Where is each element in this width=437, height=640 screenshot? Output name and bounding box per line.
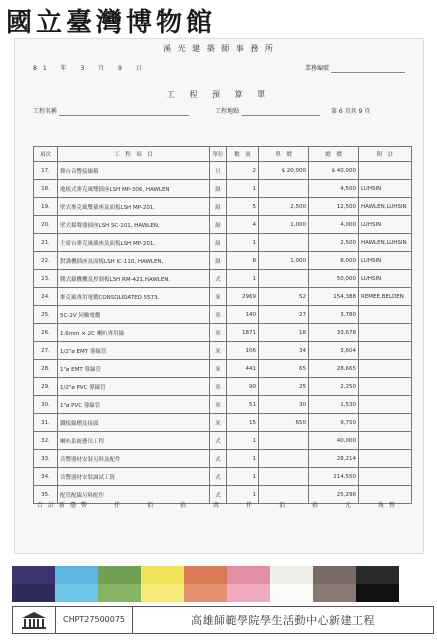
row-quantity: 51 (227, 396, 259, 414)
color-swatch (270, 566, 313, 602)
row-item-name: 喇叭系統懸吊工程 (58, 432, 210, 450)
swatch-bottom (356, 584, 399, 602)
row-unit: 米 (210, 414, 227, 432)
table-row (34, 342, 412, 360)
row-item-no: 25. (34, 306, 58, 324)
swatch-top (356, 566, 399, 584)
row-quantity: 1 (227, 468, 259, 486)
table-row (34, 270, 412, 288)
row-item-name: 舞台音響接線箱 (58, 162, 210, 180)
row-item-name: 1/2"ø EMT 導線管 (58, 342, 210, 360)
row-item-name: 配管配線另料配件 (58, 486, 210, 504)
row-item-no: 23. (34, 270, 58, 288)
grand-total-line: 合計新臺幣 仟 佰 拾 萬 仟 佰 拾 元 角整 (37, 502, 401, 509)
row-total-price: 28,665 (309, 360, 359, 378)
row-remarks: LUHSIN (359, 216, 412, 234)
row-item-name: 地板式麥克風雙插座LSH MP-306, HAWLEN (58, 180, 210, 198)
color-swatch (184, 566, 227, 602)
table-row (34, 180, 412, 198)
swatch-bottom (12, 584, 55, 602)
row-total-price: 8,000 (309, 252, 359, 270)
row-unit-price: 650 (259, 414, 309, 432)
row-item-no: 34. (34, 468, 58, 486)
row-quantity: 1 (227, 234, 259, 252)
table-row (34, 198, 412, 216)
row-unit: 式 (210, 468, 227, 486)
row-unit: 式 (210, 432, 227, 450)
row-unit-price: 1,000 (259, 216, 309, 234)
swatch-top (270, 566, 313, 584)
table-row (34, 252, 412, 270)
row-unit: 米 (210, 378, 227, 396)
row-total-price: 28,214 (309, 450, 359, 468)
row-total-price: 40,000 (309, 432, 359, 450)
row-quantity: 140 (227, 306, 259, 324)
document-title: 工 程 預 算 單 (166, 90, 272, 99)
swatch-top (141, 566, 184, 584)
row-unit-price: 1,000 (259, 252, 309, 270)
color-swatch (55, 566, 98, 602)
case-number-line (331, 72, 405, 73)
table-row (34, 306, 412, 324)
swatch-top (55, 566, 98, 584)
row-item-no: 27. (34, 342, 58, 360)
swatch-top (98, 566, 141, 584)
page-info: 第 6 頁共 9 頁 (331, 108, 371, 115)
color-swatch (98, 566, 141, 602)
row-quantity: 4 (227, 216, 259, 234)
row-quantity: 106 (227, 342, 259, 360)
row-total-price: 3,780 (309, 306, 359, 324)
row-item-name: 壁式揚聲器插座LSH SC-101, HAWLEN, (58, 216, 210, 234)
row-remarks (359, 432, 412, 450)
row-unit-price (259, 234, 309, 252)
row-unit-price (259, 180, 309, 198)
table-row (34, 468, 412, 486)
row-total-price: 154,388 (309, 288, 359, 306)
row-item-name: 主席台麥克風插座及面板LSH MP-201, (58, 234, 210, 252)
table-row (34, 216, 412, 234)
row-item-no: 19. (34, 198, 58, 216)
row-remarks: HAWLEN,LUHSIN (359, 234, 412, 252)
row-unit: 式 (210, 486, 227, 504)
case-number-label: 業務編號 (305, 65, 330, 72)
row-total-price: 12,500 (309, 198, 359, 216)
row-quantity: 2969 (227, 288, 259, 306)
row-item-name: 音響器材安裝調試工資 (58, 468, 210, 486)
row-unit: 米 (210, 306, 227, 324)
row-quantity: 1 (227, 270, 259, 288)
color-swatch (313, 566, 356, 602)
row-remarks (359, 324, 412, 342)
table-row (34, 360, 412, 378)
row-total-price: 3,604 (309, 342, 359, 360)
row-unit: 組 (210, 198, 227, 216)
row-unit: 只 (210, 162, 227, 180)
row-unit-price: 25 (259, 378, 309, 396)
row-total-price: 4,500 (309, 180, 359, 198)
project-name-line (59, 115, 189, 116)
row-unit-price: 65 (259, 360, 309, 378)
row-remarks (359, 162, 412, 180)
row-remarks: LUHSIN (359, 180, 412, 198)
row-unit: 式 (210, 450, 227, 468)
row-unit: 米 (210, 396, 227, 414)
project-location-line (242, 115, 320, 116)
table-row (34, 162, 412, 180)
row-remarks (359, 468, 412, 486)
table-row (34, 414, 412, 432)
header-item-no: 項次 (34, 147, 58, 162)
swatch-bottom (313, 584, 356, 602)
row-item-name: 麥克風專用電纜CONSOLIDATED 5573, (58, 288, 210, 306)
row-unit-price (259, 270, 309, 288)
table-row (34, 234, 412, 252)
row-remarks: HAWLEN,LUHSIN (359, 198, 412, 216)
row-remarks (359, 342, 412, 360)
header-quantity: 數 量 (227, 147, 259, 162)
row-quantity: 90 (227, 378, 259, 396)
table-row (34, 288, 412, 306)
table-row (34, 396, 412, 414)
row-quantity: 1871 (227, 324, 259, 342)
row-total-price: 214,550 (309, 468, 359, 486)
row-item-name: 1"ø PVC 導線管 (58, 396, 210, 414)
header-unit-price: 單 價 (259, 147, 309, 162)
row-unit-price: $ 20,000 (259, 162, 309, 180)
row-quantity: 15 (227, 414, 259, 432)
swatch-top (313, 566, 356, 584)
row-unit-price: 27 (259, 306, 309, 324)
project-name-label: 工程名稱 (33, 108, 58, 115)
row-item-name: 1/2"ø PVC 導線管 (58, 378, 210, 396)
row-total-price: 33,678 (309, 324, 359, 342)
row-total-price: 9,750 (309, 414, 359, 432)
color-swatch (227, 566, 270, 602)
row-item-no: 29. (34, 378, 58, 396)
row-total-price: 1,530 (309, 396, 359, 414)
row-quantity: 441 (227, 360, 259, 378)
row-total-price: 4,000 (309, 216, 359, 234)
row-unit: 米 (210, 324, 227, 342)
row-quantity: 1 (227, 450, 259, 468)
row-item-name: 鐵板線槽及接頭 (58, 414, 210, 432)
row-unit-price: 52 (259, 288, 309, 306)
row-item-no: 21. (34, 234, 58, 252)
swatch-bottom (55, 584, 98, 602)
swatch-bottom (98, 584, 141, 602)
museum-logo-icon (13, 607, 56, 633)
table-header-row (34, 147, 412, 162)
table-row (34, 324, 412, 342)
archive-project-title: 高雄師範學院學生活動中心新建工程 (191, 614, 375, 627)
swatch-bottom (184, 584, 227, 602)
row-unit: 組 (210, 216, 227, 234)
row-quantity: 2 (227, 162, 259, 180)
row-item-no: 28. (34, 360, 58, 378)
row-quantity: 1 (227, 432, 259, 450)
swatch-top (184, 566, 227, 584)
header-remarks: 附 註 (359, 147, 412, 162)
row-unit: 組 (210, 180, 227, 198)
header-unit: 單位 (210, 147, 227, 162)
archive-footer (12, 606, 434, 634)
firm-name: 溪 光 建 築 師 事 務 所 (163, 44, 275, 53)
row-unit: 米 (210, 288, 227, 306)
row-unit-price: 2,500 (259, 198, 309, 216)
row-unit: 組 (210, 234, 227, 252)
row-item-no: 33. (34, 450, 58, 468)
row-item-name: 對講機插座及面板LSH IC-110, HAWLEN, (58, 252, 210, 270)
row-item-no: 32. (34, 432, 58, 450)
color-swatch (12, 566, 55, 602)
row-item-name: 5C-2V 同軸電纜 (58, 306, 210, 324)
row-remarks (359, 306, 412, 324)
row-item-no: 30. (34, 396, 58, 414)
swatch-bottom (141, 584, 184, 602)
row-item-no: 31. (34, 414, 58, 432)
row-item-no: 24. (34, 288, 58, 306)
row-remarks (359, 360, 412, 378)
row-unit-price: 30 (259, 396, 309, 414)
row-total-price: 2,250 (309, 378, 359, 396)
row-unit-price (259, 432, 309, 450)
header-total-price: 總 價 (309, 147, 359, 162)
row-item-name: 壁式麥克風雙插座及面板LSH MP-201, (58, 198, 210, 216)
museum-banner-title: 國立臺灣博物館 (6, 8, 217, 38)
archive-code: CHPT27500075 (56, 607, 133, 633)
color-swatch (141, 566, 184, 602)
document-date: 81 年 3 月 9 日 (33, 65, 148, 72)
row-quantity: 1 (227, 180, 259, 198)
budget-sheet-page (14, 38, 424, 554)
row-remarks: LUHSIN (359, 252, 412, 270)
row-unit: 米 (210, 342, 227, 360)
row-item-no: 26. (34, 324, 58, 342)
swatch-top (227, 566, 270, 584)
row-unit-price (259, 450, 309, 468)
row-item-no: 22. (34, 252, 58, 270)
header-item-name: 工 程 項 目 (58, 147, 210, 162)
row-quantity: 1 (227, 486, 259, 504)
project-location-label: 工程地點 (215, 108, 240, 115)
row-remarks (359, 396, 412, 414)
row-quantity: 8 (227, 252, 259, 270)
row-total-price: 2,500 (309, 234, 359, 252)
row-unit-price: 34 (259, 342, 309, 360)
row-total-price: 50,000 (309, 270, 359, 288)
row-total-price: 25,296 (309, 486, 359, 504)
row-remarks (359, 414, 412, 432)
table-row (34, 432, 412, 450)
row-unit-price: 18 (259, 324, 309, 342)
row-item-no: 35. (34, 486, 58, 504)
row-unit: 米 (210, 360, 227, 378)
row-item-no: 18. (34, 180, 58, 198)
row-item-no: 20. (34, 216, 58, 234)
swatch-bottom (270, 584, 313, 602)
table-row (34, 450, 412, 468)
color-swatch (356, 566, 399, 602)
row-item-name: 1.6mm × 2C 喇叭專用線 (58, 324, 210, 342)
swatch-top (12, 566, 55, 584)
row-item-no: 17. (34, 162, 58, 180)
row-remarks (359, 450, 412, 468)
row-item-name: 1"ø EMT 導線管 (58, 360, 210, 378)
row-unit-price (259, 468, 309, 486)
row-quantity: 5 (227, 198, 259, 216)
row-item-name: 側式錄機機及控制板LSH RM-421,HAWLEN, (58, 270, 210, 288)
row-unit: 式 (210, 270, 227, 288)
row-remarks: REMEE,BELDEN (359, 288, 412, 306)
swatch-bottom (227, 584, 270, 602)
row-item-name: 音響器材安裝另料及配件 (58, 450, 210, 468)
row-total-price: $ 40,000 (309, 162, 359, 180)
row-unit: 組 (210, 252, 227, 270)
row-remarks: LUHSIN (359, 270, 412, 288)
budget-table (33, 146, 412, 504)
color-calibration-bar (12, 566, 399, 602)
row-remarks (359, 378, 412, 396)
table-row (34, 378, 412, 396)
